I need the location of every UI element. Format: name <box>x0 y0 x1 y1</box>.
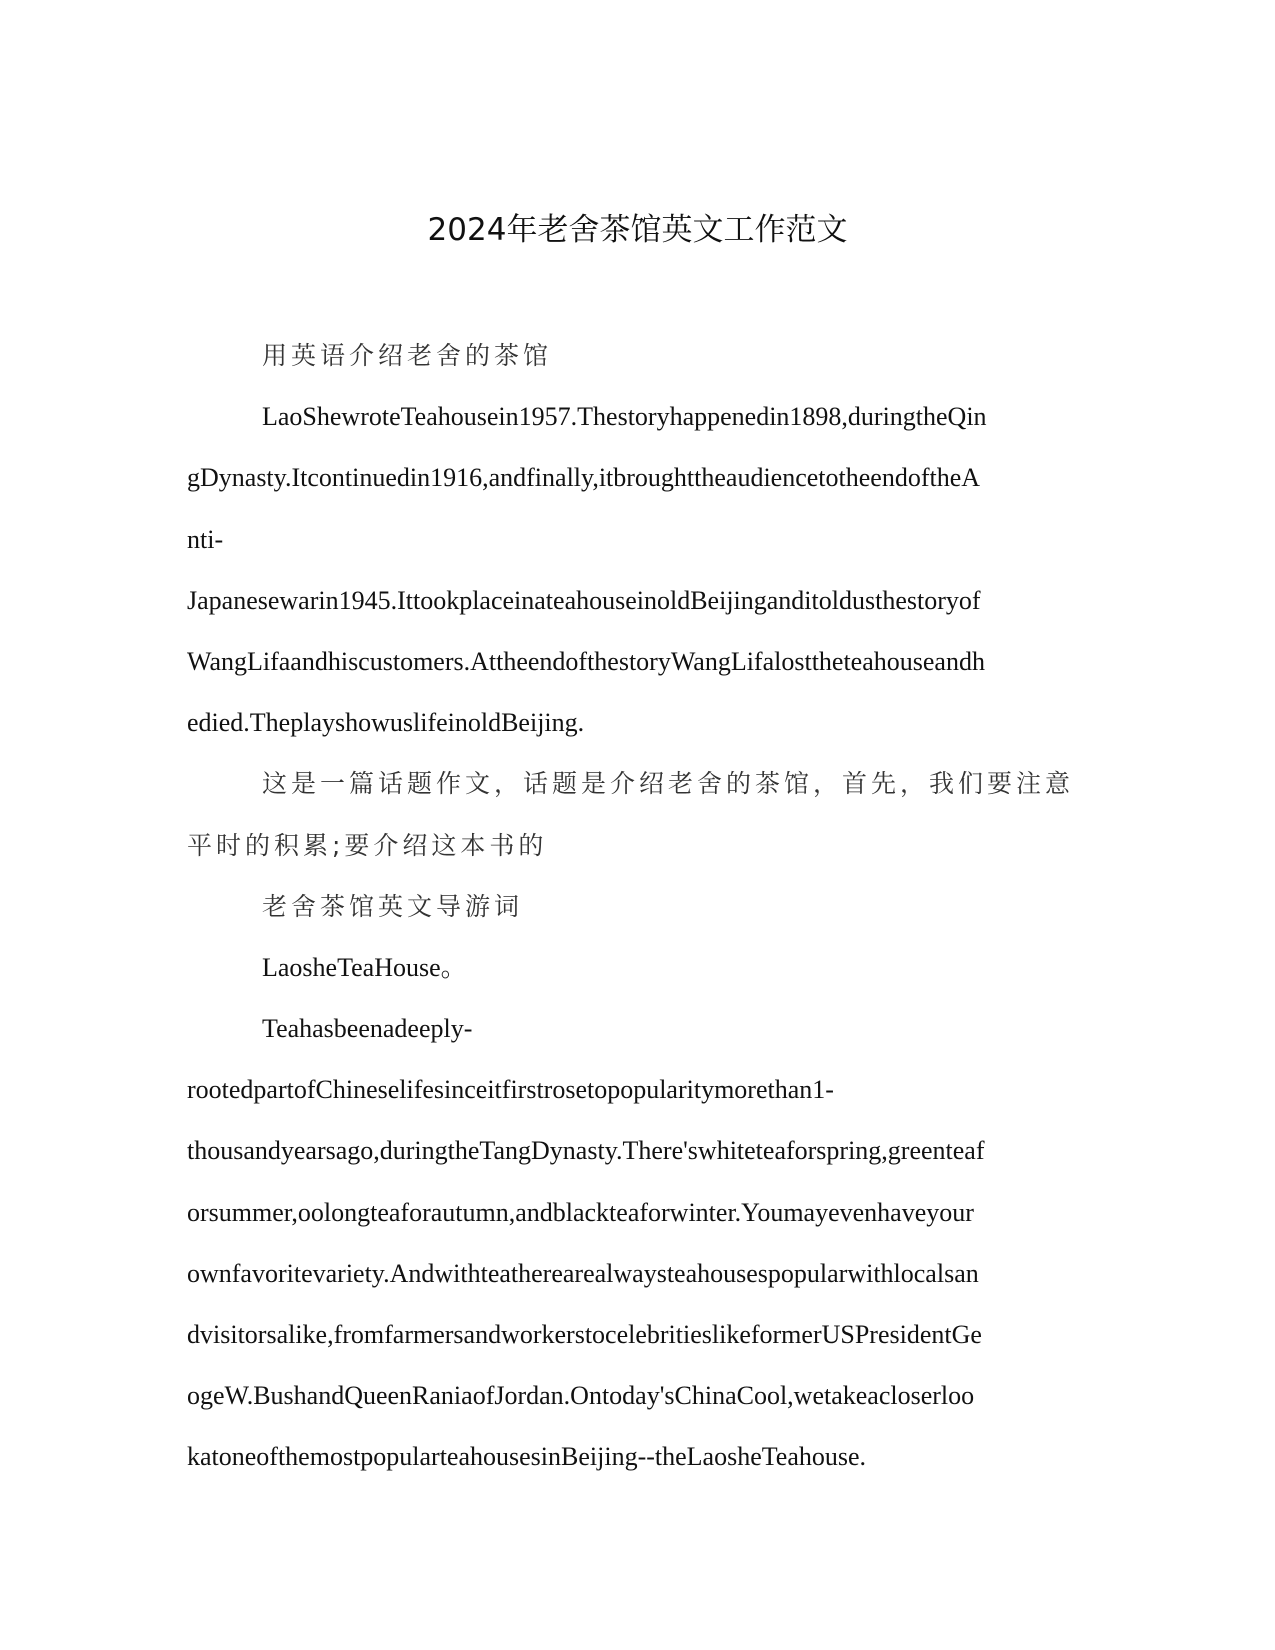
paragraph-line: orsummer,oolongteaforautumn,andblackteaforwinter.Youmayevenhaveyour <box>187 1197 974 1227</box>
paragraph-line: thousandyearsago,duringtheTangDynasty.There'swhiteteaforspring,greenteaf <box>187 1136 985 1166</box>
paragraph-line: LaosheTeaHouse。 <box>262 952 467 982</box>
paragraph-line: rootedpartofChineselifesinceitfirstrosetopopularitymorethan1- <box>187 1075 834 1105</box>
paragraph-line: edied.TheplayshowuslifeinoldBeijing. <box>187 708 585 738</box>
paragraph-line: dvisitorsalike,fromfarmersandworkerstocelebritieslikeformerUSPresidentGe <box>187 1320 982 1349</box>
paragraph-line: Japanesewarin1945.IttookplaceinateahouseinoldBeijinganditoldusthestoryof <box>187 585 981 615</box>
paragraph-line: 平时的积累;要介绍这本书的 <box>187 830 548 860</box>
paragraph-line: nti- <box>187 524 224 554</box>
heading-intro-teahouse: 用英语介绍老舍的茶馆 <box>262 341 553 370</box>
paragraph-line: katoneofthemostpopularteahousesinBeijing--theLaosheTeahouse. <box>187 1442 867 1472</box>
paragraph-line: gDynasty.Itcontinuedin1916,andfinally,itbroughttheaudiencetotheendoftheA <box>187 463 981 493</box>
paragraph-line: ownfavoritevariety.Andwithteatherearealwaysteahousespopularwithlocalsan <box>187 1258 979 1288</box>
paragraph-line: 这是一篇话题作文，话题是介绍老舍的茶馆，首先，我们要注意 <box>262 769 1075 799</box>
document-body <box>187 325 1087 1488</box>
heading-tour-guide: 老舍茶馆英文导游词 <box>262 891 524 921</box>
paragraph-line: WangLifaandhiscustomers.AttheendofthestoryWangLifalosttheteahouseandh <box>187 646 985 676</box>
paragraph-line: Teahasbeenadeeply- <box>262 1014 473 1044</box>
paragraph-line: LaoShewroteTeahousein1957.Thestoryhappenedin1898,duringtheQin <box>262 402 987 432</box>
document-title: 2024年老舍茶馆英文工作范文 <box>427 212 848 248</box>
paragraph-line: ogeW.BushandQueenRaniaofJordan.Ontoday'sChinaCool,wetakeacloserloo <box>187 1381 975 1411</box>
